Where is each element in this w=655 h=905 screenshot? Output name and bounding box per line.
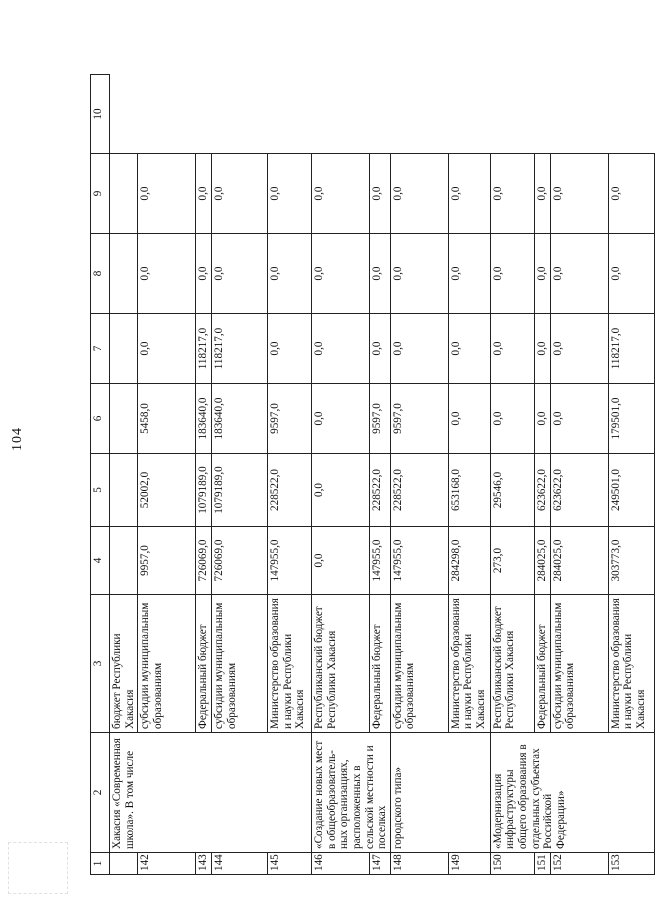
value-col-4: 303773,0 <box>608 527 654 595</box>
value-col-4: 147955,0 <box>268 527 312 595</box>
column-number-8: 8 <box>91 234 110 314</box>
funding-source: Министерство образования и науки Республики Хакасия <box>608 595 654 733</box>
funding-source: Министерство образования и науки Республики Хакасия <box>448 595 490 733</box>
funding-source: Республиканский бюджет Республики Хакасия <box>312 595 370 733</box>
row-number: 152 <box>550 853 608 875</box>
value-col-7: 0,0 <box>312 314 370 384</box>
value-col-7: 0,0 <box>390 314 448 384</box>
value-col-8: 0,0 <box>138 234 196 314</box>
budget-table <box>90 74 655 875</box>
value-col-8: 0,0 <box>550 234 608 314</box>
page-number: 104 <box>10 427 25 451</box>
row-number: 144 <box>212 853 268 875</box>
value-col-6: 0,0 <box>312 384 370 454</box>
value-col-9: 0,0 <box>196 154 212 234</box>
value-col-4: 284025,0 <box>550 527 608 595</box>
scan-artifact <box>8 842 68 894</box>
row-number: 142 <box>138 853 196 875</box>
value-col-4: 726069,0 <box>212 527 268 595</box>
funding-source: субсидии муниципальным образованиям <box>550 595 608 733</box>
funding-source: субсидии муниципальным образованиям <box>212 595 268 733</box>
column-number-2: 2 <box>91 733 110 853</box>
value-col-6: 0,0 <box>534 384 550 454</box>
value-col-4 <box>110 527 138 595</box>
table-row <box>110 75 138 875</box>
value-col-6: 183640,0 <box>212 384 268 454</box>
value-col-7: 0,0 <box>448 314 490 384</box>
value-col-8: 0,0 <box>608 234 654 314</box>
rotated-table-wrapper <box>90 75 647 875</box>
value-col-7: 0,0 <box>369 314 390 384</box>
funding-source: субсидии муниципальным образованиям <box>138 595 196 733</box>
value-col-5 <box>110 454 138 527</box>
value-col-7: 118217,0 <box>196 314 212 384</box>
value-col-4: 0,0 <box>312 527 370 595</box>
row-number <box>110 853 138 875</box>
value-col-9: 0,0 <box>212 154 268 234</box>
value-col-6: 0,0 <box>550 384 608 454</box>
value-col-7: 118217,0 <box>608 314 654 384</box>
value-col-7: 0,0 <box>550 314 608 384</box>
value-col-9: 0,0 <box>390 154 448 234</box>
value-col-7 <box>110 314 138 384</box>
table-row <box>312 75 370 875</box>
column-number-5: 5 <box>91 454 110 527</box>
value-col-5: 249501,0 <box>608 454 654 527</box>
value-col-9: 0,0 <box>490 154 534 234</box>
value-col-6: 179501,0 <box>608 384 654 454</box>
program-name: городского типа» <box>390 733 490 853</box>
column-number-1: 1 <box>91 853 110 875</box>
value-col-9: 0,0 <box>268 154 312 234</box>
value-col-8: 0,0 <box>448 234 490 314</box>
value-col-9: 0,0 <box>369 154 390 234</box>
row-number: 149 <box>448 853 490 875</box>
value-col-8: 0,0 <box>312 234 370 314</box>
value-col-5: 1079189,0 <box>212 454 268 527</box>
value-col-4: 9957,0 <box>138 527 196 595</box>
table-row <box>390 75 448 875</box>
value-col-5: 228522,0 <box>268 454 312 527</box>
row-number: 145 <box>268 853 312 875</box>
column-number-6: 6 <box>91 384 110 454</box>
value-col-8: 0,0 <box>268 234 312 314</box>
value-col-5: 29546,0 <box>490 454 534 527</box>
value-col-8: 0,0 <box>369 234 390 314</box>
row-number: 151 <box>534 853 550 875</box>
program-name: «Создание новых мест в общеобразователь-ных организациях, расположенных в сельской местности и поселках <box>312 733 391 853</box>
row-number: 146 <box>312 853 370 875</box>
value-col-6: 9597,0 <box>390 384 448 454</box>
value-col-6: 0,0 <box>490 384 534 454</box>
value-col-8 <box>110 234 138 314</box>
value-col-7: 0,0 <box>268 314 312 384</box>
header-row <box>91 75 110 875</box>
column-number-3: 3 <box>91 595 110 733</box>
funding-source: Федеральный бюджет <box>369 595 390 733</box>
value-col-7: 118217,0 <box>212 314 268 384</box>
funding-source: субсидии муниципальным образованиям <box>390 595 448 733</box>
value-col-6: 183640,0 <box>196 384 212 454</box>
value-col-9: 0,0 <box>550 154 608 234</box>
program-name: «Модернизация инфраструктуры общего образования в отдельных субъектах Российской Федерации» <box>490 733 654 853</box>
value-col-9: 0,0 <box>448 154 490 234</box>
value-col-8: 0,0 <box>390 234 448 314</box>
value-col-5: 228522,0 <box>369 454 390 527</box>
column-number-10: 10 <box>91 75 110 154</box>
funding-source: Федеральный бюджет <box>196 595 212 733</box>
value-col-7: 0,0 <box>138 314 196 384</box>
column-number-9: 9 <box>91 154 110 234</box>
value-col-6 <box>110 384 138 454</box>
value-col-4: 147955,0 <box>369 527 390 595</box>
row-number: 148 <box>390 853 448 875</box>
value-col-5: 623622,0 <box>534 454 550 527</box>
value-col-7: 0,0 <box>490 314 534 384</box>
funding-source: Министерство образования и науки Республики Хакасия <box>268 595 312 733</box>
value-col-9: 0,0 <box>312 154 370 234</box>
value-col-4: 726069,0 <box>196 527 212 595</box>
column-number-4: 4 <box>91 527 110 595</box>
value-col-5: 52002,0 <box>138 454 196 527</box>
value-col-8: 0,0 <box>196 234 212 314</box>
value-col-8: 0,0 <box>212 234 268 314</box>
value-col-8: 0,0 <box>490 234 534 314</box>
program-name: Хакасия «Современная школа». В том числе <box>110 733 312 853</box>
value-col-9: 0,0 <box>138 154 196 234</box>
funding-source: бюджет Республики Хакасия <box>110 595 138 733</box>
value-col-5: 653168,0 <box>448 454 490 527</box>
value-col-5: 1079189,0 <box>196 454 212 527</box>
value-col-4: 273,0 <box>490 527 534 595</box>
value-col-8: 0,0 <box>534 234 550 314</box>
row-number: 150 <box>490 853 534 875</box>
row-number: 143 <box>196 853 212 875</box>
value-col-5: 228522,0 <box>390 454 448 527</box>
value-col-5: 623622,0 <box>550 454 608 527</box>
funding-source: Республиканский бюджет Республики Хакасия <box>490 595 534 733</box>
value-col-6: 9597,0 <box>369 384 390 454</box>
row-number: 147 <box>369 853 390 875</box>
value-col-5: 0,0 <box>312 454 370 527</box>
value-col-4: 284025,0 <box>534 527 550 595</box>
value-col-4: 147955,0 <box>390 527 448 595</box>
table-row <box>490 75 534 875</box>
value-col-9: 0,0 <box>534 154 550 234</box>
value-col-7: 0,0 <box>534 314 550 384</box>
value-col-6: 0,0 <box>448 384 490 454</box>
table-body <box>91 75 655 875</box>
row-number: 153 <box>608 853 654 875</box>
funding-source: Федеральный бюджет <box>534 595 550 733</box>
value-col-4: 284298,0 <box>448 527 490 595</box>
value-col-9 <box>110 154 138 234</box>
value-col-9: 0,0 <box>608 154 654 234</box>
value-col-6: 5458,0 <box>138 384 196 454</box>
column-number-7: 7 <box>91 314 110 384</box>
value-col-6: 9597,0 <box>268 384 312 454</box>
